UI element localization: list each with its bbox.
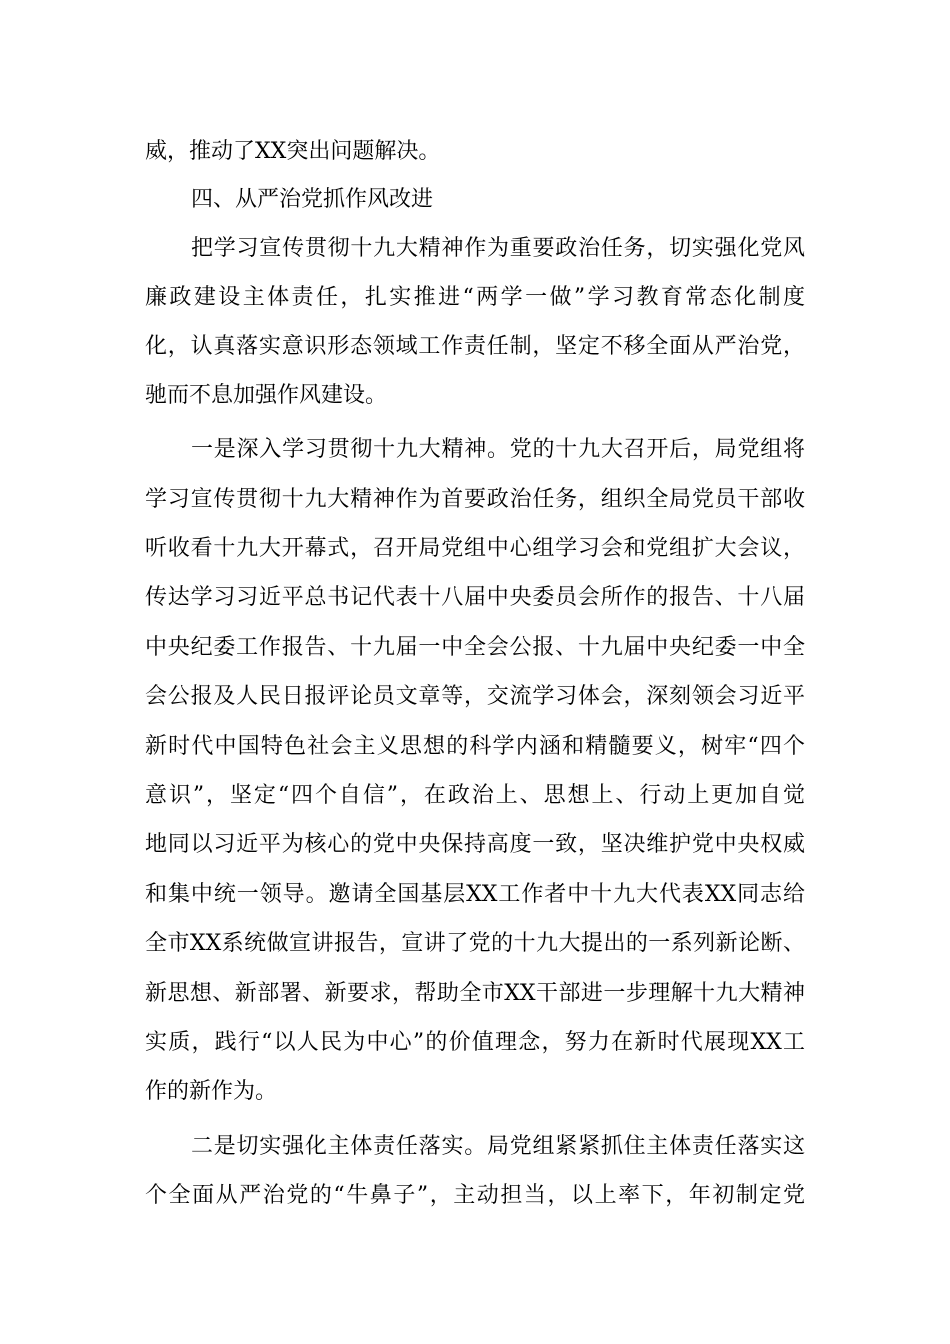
text-line: 新时代中国特色社会主义思想的科学内涵和精髓要义，树牢“四个 (145, 734, 805, 759)
text-line: 驰而不息加强作风建设。 (145, 383, 388, 408)
text-line: 化，认真落实意识形态领域工作责任制，坚定不移全面从严治党， (145, 334, 805, 359)
text-line: 威，推动了XX突出问题解决。 (145, 139, 441, 164)
text-line: 和集中统一领导。邀请全国基层XX工作者中十九大代表XX同志给 (145, 882, 805, 907)
text-line: 新思想、新部署、新要求，帮助全市XX干部进一步理解十九大精神 (145, 981, 805, 1006)
text-line: 全市XX系统做宣讲报告，宣讲了党的十九大提出的一系列新论断、 (145, 931, 805, 956)
section-heading: 四、从严治党抓作风改进 (191, 187, 434, 212)
text-line: 听收看十九大开幕式，召开局党组中心组学习会和党组扩大会议， (145, 536, 805, 561)
text-line: 把学习宣传贯彻十九大精神作为重要政治任务，切实强化党风 (191, 236, 805, 261)
text-line: 廉政建设主体责任，扎实推进“两学一做”学习教育常态化制度 (145, 285, 805, 310)
text-line: 实质，践行“以人民为中心”的价值理念，努力在新时代展现XX工 (145, 1030, 805, 1055)
text-line: 个全面从严治党的“牛鼻子”，主动担当，以上率下，年初制定党 (145, 1183, 805, 1208)
text-line: 学习宣传贯彻十九大精神作为首要政治任务，组织全局党员干部收 (145, 487, 805, 512)
text-line: 一是深入学习贯彻十九大精神。党的十九大召开后，局党组将 (191, 437, 805, 462)
text-line: 传达学习习近平总书记代表十八届中央委员会所作的报告、十八届 (145, 585, 805, 610)
text-line: 地同以习近平为核心的党中央保持高度一致，坚决维护党中央权威 (145, 832, 805, 857)
text-line: 作的新作为。 (145, 1079, 278, 1104)
text-line: 会公报及人民日报评论员文章等，交流学习体会，深刻领会习近平 (145, 684, 805, 709)
text-line: 二是切实强化主体责任落实。局党组紧紧抓住主体责任落实这 (191, 1134, 805, 1159)
text-line: 意识”，坚定“四个自信”，在政治上、思想上、行动上更加自觉 (145, 783, 805, 808)
text-line: 中央纪委工作报告、十九届一中全会公报、十九届中央纪委一中全 (145, 635, 805, 660)
